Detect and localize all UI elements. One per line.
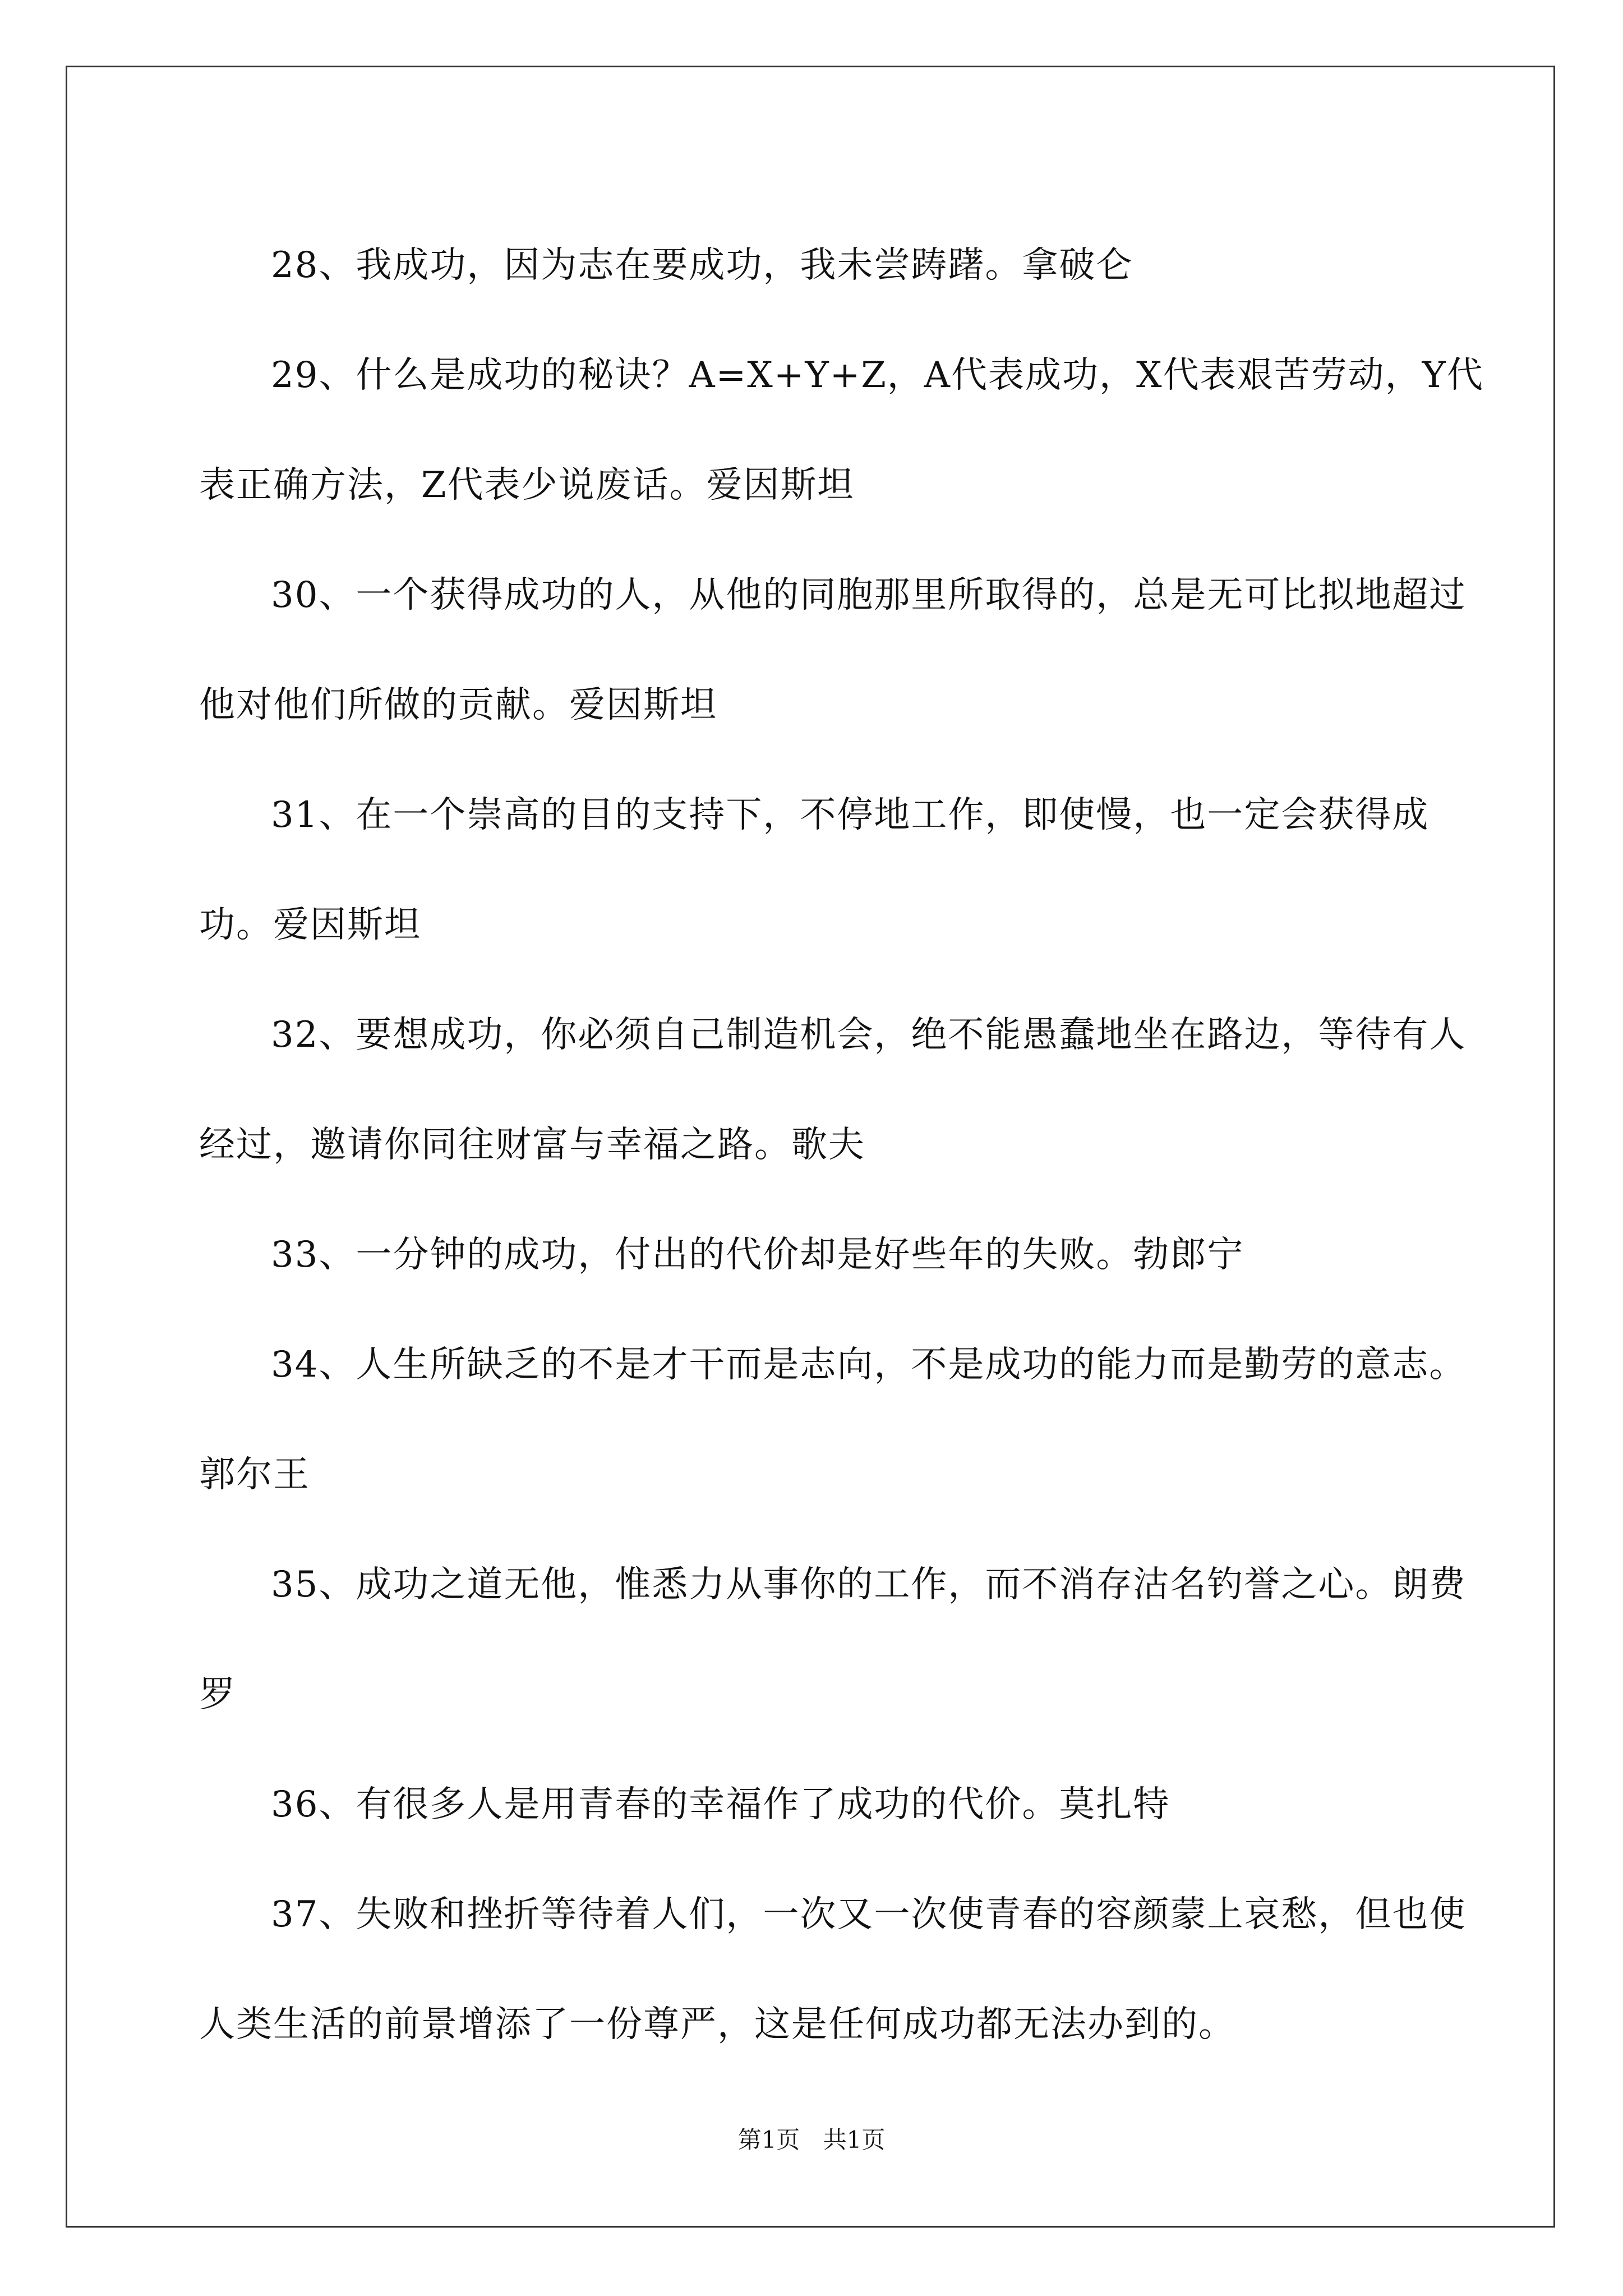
document-body <box>199 210 1489 2079</box>
quote-paragraph: 37、失败和挫折等待着人们，一次又一次使青春的容颜蒙上哀愁，但也使人类生活的前景增添了一份尊严，这是任何成功都无法办到的。 <box>199 1894 1467 2045</box>
page-footer <box>0 2122 1623 2155</box>
quote-paragraph: 33、一分钟的成功，付出的代价却是好些年的失败。勃郎宁 <box>271 1234 1244 1276</box>
quote-paragraph: 34、人生所缺乏的不是才干而是志向，不是成功的能力而是勤劳的意志。郭尔王 <box>199 1344 1467 1496</box>
page-total: 共1页 <box>823 2126 886 2154</box>
quote-paragraph: 36、有很多人是用青春的幸福作了成功的代价。莫扎特 <box>271 1784 1170 1825</box>
quote-paragraph: 31、在一个崇高的目的支持下，不停地工作，即使慢，也一定会获得成功。爱因斯坦 <box>199 794 1430 946</box>
quote-paragraph: 30、一个获得成功的人，从他的同胞那里所取得的，总是无可比拟地超过他对他们所做的贡献。爱因斯坦 <box>199 574 1467 726</box>
page-number: 第1页 <box>737 2126 800 2154</box>
quote-paragraph: 32、要想成功，你必须自己制造机会，绝不能愚蠢地坐在路边，等待有人经过，邀请你同往财富与幸福之路。歌夫 <box>199 1014 1467 1166</box>
quote-paragraph: 35、成功之道无他，惟悉力从事你的工作，而不消存沽名钓誉之心。朗费罗 <box>199 1564 1467 1715</box>
quote-paragraph: 28、我成功，因为志在要成功，我未尝踌躇。拿破仑 <box>271 245 1133 286</box>
quote-paragraph: 29、什么是成功的秘诀？A=X+Y+Z，A代表成功，X代表艰苦劳动，Y代表正确方法，Z代表少说废话。爱因斯坦 <box>199 355 1484 506</box>
